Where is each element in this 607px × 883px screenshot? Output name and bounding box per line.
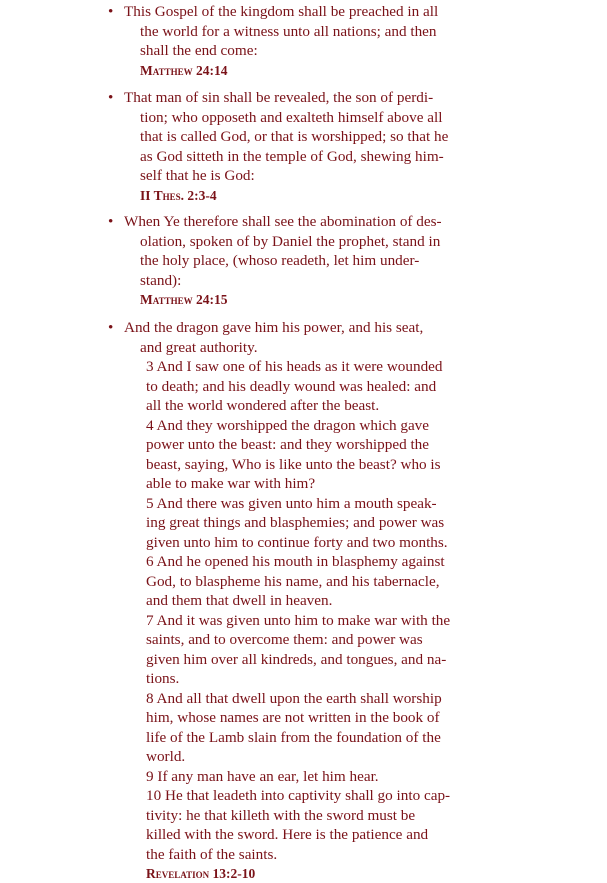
scripture-reference: Matthew 24:14: [140, 62, 228, 78]
passage-line: as God sitteth in the temple of God, shewing him-: [140, 147, 444, 165]
verse-line: the faith of the saints.: [146, 845, 278, 863]
bullet-icon: •: [108, 213, 114, 230]
verse-line: life of the Lamb slain from the foundation of the: [146, 728, 441, 746]
scripture-reference: Revelation 13:2-10: [146, 866, 256, 881]
verse-line: to death; and his deadly wound was healed: and: [146, 377, 437, 395]
passage-text: [124, 2, 504, 80]
verse-line: given him over all kindreds, and tongues, and na-: [146, 650, 447, 668]
verse-line: 6 And he opened his mouth in blasphemy against: [146, 553, 445, 570]
verse-line: 4 And they worshipped the dragon which gave: [146, 416, 430, 434]
passage-line: shall the end come:: [140, 42, 258, 59]
verse-line: 5 And there was given unto him a mouth speak-: [146, 494, 437, 512]
verse-line: all the world wondered after the beast.: [146, 397, 380, 414]
scripture-reference: Matthew 24:15: [140, 292, 228, 307]
verse-line: 7 And it was given unto him to make war with the: [146, 611, 451, 629]
bullet-icon: •: [108, 3, 114, 20]
passage-line: And the dragon gave him his power, and his seat,: [124, 319, 424, 336]
verse-line: and them that dwell in heaven.: [146, 592, 333, 609]
verse-line: ing great things and blasphemies; and power was: [146, 514, 445, 531]
verse-line: him, whose names are not written in the book of: [146, 709, 440, 726]
verse-line: able to make war with him?: [146, 475, 316, 492]
passage-line: the world for a witness unto all nations; and then: [140, 22, 437, 40]
passage-text: [124, 318, 504, 883]
verse-line: given unto him to continue forty and two months.: [146, 533, 448, 551]
verse-line: 10 He that leadeth into captivity shall go into cap-: [146, 787, 451, 804]
passage-line: the holy place, (whoso readeth, let him under-: [140, 252, 420, 269]
verses-block: [124, 357, 504, 864]
verse-line: 3 And I saw one of his heads as it were wounded: [146, 358, 443, 375]
passage-line: stand):: [140, 271, 182, 289]
scripture-reference: II Thes. 2:3-4: [140, 187, 217, 203]
passage-line: When Ye therefore shall see the abomination of des-: [124, 213, 442, 230]
verse-line: 8 And all that dwell upon the earth shall worship: [146, 689, 442, 707]
passage-line: olation, spoken of by Daniel the prophet, stand in: [140, 232, 441, 250]
verse-line: tivity: he that killeth with the sword must be: [146, 806, 416, 824]
passage-line: and great authority.: [140, 338, 258, 356]
passage-line: tion; who opposeth and exalteth himself above all: [140, 108, 443, 126]
passage-text: [124, 212, 504, 309]
verse-line: God, to blaspheme his name, and his tabernacle,: [146, 572, 440, 590]
passage-line: self that he is God:: [140, 167, 255, 184]
passage-line: That man of sin shall be revealed, the son of perdi-: [124, 89, 434, 106]
verse-line: world.: [146, 748, 186, 765]
verse-line: power unto the beast: and they worshipped the: [146, 436, 430, 453]
verse-line: killed with the sword. Here is the patience and: [146, 826, 429, 843]
passage-line: This Gospel of the kingdom shall be preached in all: [124, 3, 439, 20]
passage-line: that is called God, or that is worshipped; so that he: [140, 128, 449, 145]
passage-text: [124, 88, 504, 205]
verse-line: 9 If any man have an ear, let him hear.: [146, 767, 379, 785]
bullet-icon: •: [108, 89, 114, 106]
verse-line: tions.: [146, 670, 180, 687]
verse-line: saints, and to overcome them: and power was: [146, 631, 423, 648]
verse-line: beast, saying, Who is like unto the beast? who is: [146, 455, 441, 473]
bullet-icon: •: [108, 319, 114, 336]
